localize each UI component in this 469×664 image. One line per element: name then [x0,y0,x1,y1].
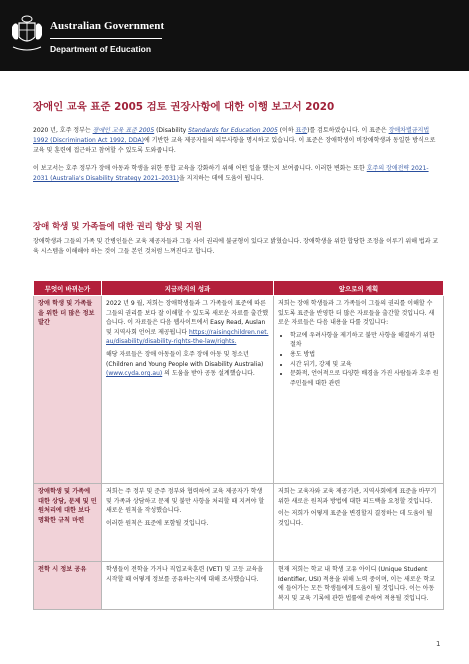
table-header-row [34,281,444,296]
table-row [34,562,444,610]
plan-cell [274,484,444,562]
disability-strategy-link[interactable]: 호주의 장애전략 2021-2031 (Australia's Disability Strategy 2021–2031) [33,165,429,182]
progress-text-1: 2022 년 9 월, 저희는 장애학생들과 그 가족들이 표준에 따른 그들의 권리를 보다 잘 이해할 수 있도록 새로운 자료를 출간했습니다. 이 자료들은 다음 웹사이트에서 Easy Read, Auslan 및 지역사회 언어로 제공됩니다 [106,300,269,336]
column-header: 무엇이 바뀌는가 [34,281,102,296]
intro-paragraph-1 [33,126,441,156]
standards-link[interactable]: 장애인 교육 표준 2005 [92,127,155,134]
intro-text: 에 기반한 교육 제공자들의 의무사항을 명시하고 있습니다. 이 표준은 장애학생이 비장애학생과 동일한 방식으로 교육 및 훈련에 접근하고 참여할 수 있도록 도와줍니다. [33,137,436,154]
plan-intro: 저희는 장애 학생들과 그 가족들이 그들의 권리를 이해할 수 있도록 표준을 반영한 더 많은 자료들을 출간할 것입니다. 새로운 자료들은 다음 내용을 다룰 것입니다: [278,300,435,327]
page-header [0,0,469,71]
plan-text: 현재 저희는 학교 내 학생 고유 아이디 (Unique Student Identifier, USI) 적용을 위해 노력 중이며, 이는 새로운 학교에 들어가는 모든 학생들에게 도움이 될 것입니다. 이는 아동 복지 및 교육 기록에 관한 법률에 준하여 적용될 것입니다. [278,566,435,602]
progress-cell [102,484,274,562]
section-intro: 장애학생과 그들의 가족 및 간병인들은 교육 제공자들과 그들 사이 권리에 불균형이 있다고 밝혔습니다. 장애학생을 위한 합당한 조정을 이루기 위해 법과 교육 시스템을 이해해야 하는 것이 그들 본인 것처럼 느껴진다고 합니다. [33,238,439,255]
standards-short-link[interactable]: 표준 [295,127,308,134]
government-name: Australian Government [50,20,165,32]
progress-text: 학생들이 전학을 가거나 직업교육훈련 (VET) 및 고등 교육을 시작할 때 어떻게 정보를 공유하는지에 대해 조사했습니다. [106,566,264,583]
page-number: 1 [436,640,441,648]
progress-text: 이러한 원칙은 표준에 포함될 것입니다. [106,519,209,527]
table-row [34,484,444,562]
list-item: • 시간 뒤기, 강제 및 교육 [290,360,439,370]
intro-text: (이하 [277,127,296,134]
row-category: 전학 시 정보 공유 [34,562,102,610]
plan-cell [274,562,444,610]
intro-text: 이 보고서는 호주 정부가 장애 아동과 학생을 위한 통합 교육을 강화하기 위해 어떤 일을 했는지 보여줍니다. 이러한 변화는 또한 [33,165,367,172]
plan-bullet-list [278,331,439,389]
plan-cell [274,296,444,484]
intro-paragraph-2 [33,164,441,184]
column-header: 앞으로의 계획 [274,281,444,296]
list-item: • 학교에 우려사항을 제기하고 불만 사항을 해결하기 위한 절차 [290,331,439,350]
list-item: • 문화적, 언어적으로 다양한 배경을 가진 사람들과 호주 원주민들에 대한 관련 [290,369,439,388]
plan-text: 저희는 교육자와 교육 제공기관, 지역사회에게 표준을 바꾸기 위한 새로운 원칙과 방법에 대한 피드백을 요청할 것입니다. [278,488,437,505]
intro-text: )를 검토하였습니다. 이 표준은 [307,127,389,134]
progress-text-2: 해당 자료들은 장애 아동들이 호주 장애 아동 및 청소년 (Children and Young People with Disability Australia) [106,350,264,368]
intro-text: 2020 년, 호주 정부는 [33,127,93,134]
progress-text-3: 의 도움을 받아 공동 설계했습니다. [162,370,255,378]
document-title: 장애인 교육 표준 2005 검토 권장사항에 대한 이행 보고서 2020 [33,101,335,113]
row-category: 장애 학생 및 가족들을 위한 더 많은 정보 발간 [34,296,102,484]
intro-text: (Disability [154,127,189,134]
cyda-link[interactable]: (www.cyda.org.au) [106,370,163,378]
table-row [34,296,444,484]
dda-link[interactable]: 장애차별금지법 1992 (Discrimination Act 1992, DDA) [33,127,430,144]
standards-en-link[interactable]: Standards for Education 2005 [188,127,278,134]
progress-cell [102,562,274,610]
intro-text: 을 지지하는 데에 도움이 됩니다. [178,175,264,182]
raising-children-link[interactable]: https://raisingchildren.net.au/disability/disability-rights-the-law/rights. [106,328,269,346]
progress-text [106,299,269,347]
plan-text: 이는 저희가 어떻게 표준을 변경할지 결정하는 데 도움이 될 것입니다. [278,510,433,527]
column-header: 지금까지의 성과 [102,281,274,296]
section-heading: 장애 학생 및 가족들에 대한 권리 향상 및 지원 [33,221,202,231]
list-item: • 용도 방법 [290,350,439,360]
coat-of-arms-icon [10,9,44,55]
progress-cell [102,296,274,484]
header-divider [50,38,162,39]
row-category: 장애학생 및 가족에 대한 상담, 문제 및 민원처리에 대한 보다 명확한 규칙 마련 [34,484,102,562]
progress-text [106,350,269,379]
department-name: Department of Education [50,44,152,54]
progress-table [33,280,444,610]
progress-text: 저희는 주 정부 및 준주 정부와 협력하여 교육 제공자가 학생 및 가족과 상담하고 문제 및 불만 사항을 처리할 때 지켜야 할 새로운 원칙을 작성했습니다. [106,488,265,515]
